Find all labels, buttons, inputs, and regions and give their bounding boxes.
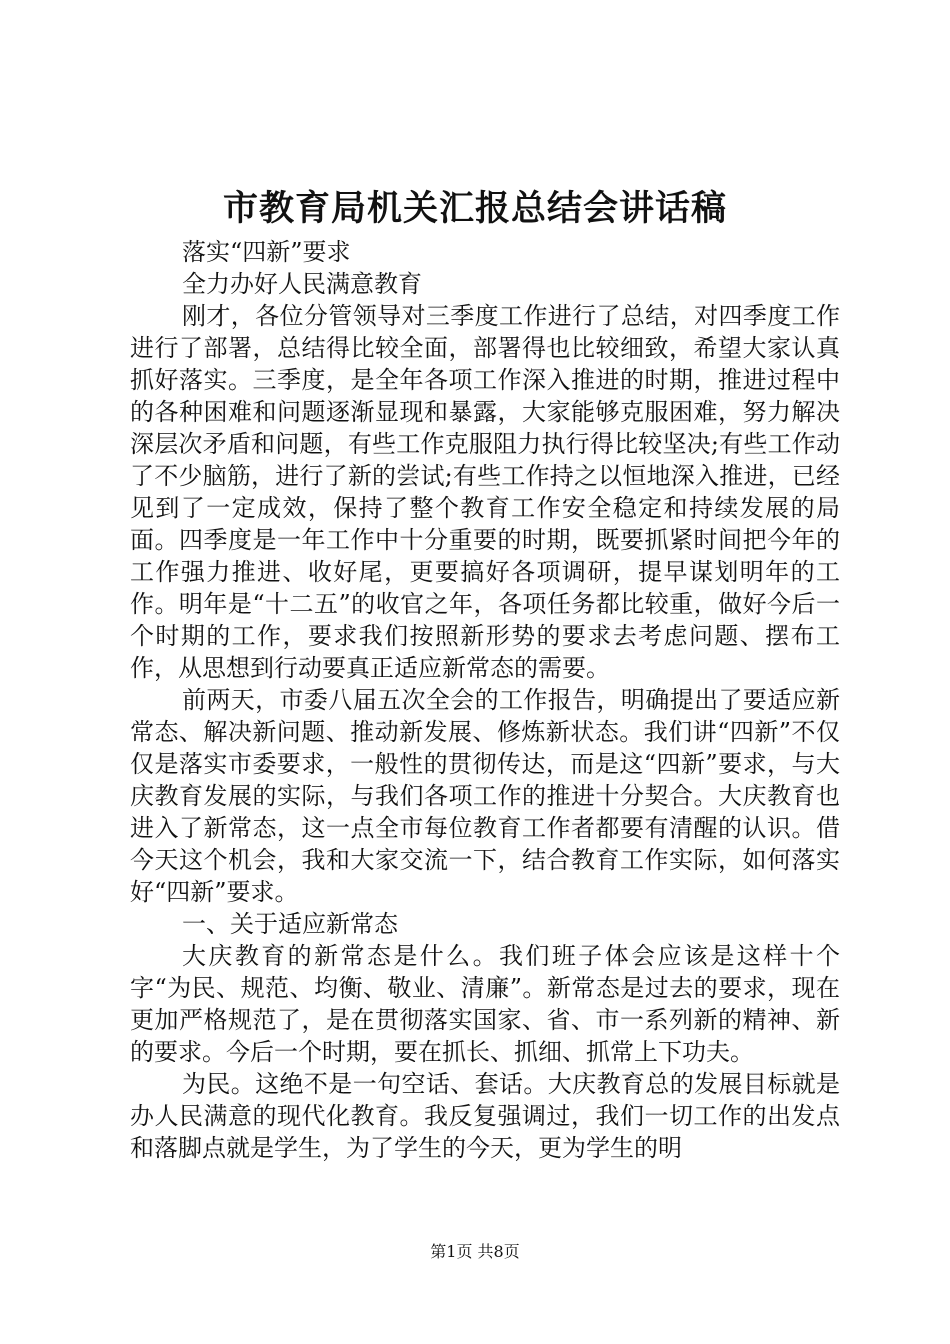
page-number: 第1页 共8页 [430, 1242, 520, 1261]
document-title: 市教育局机关汇报总结会讲话稿 [222, 188, 727, 229]
paragraph: 前两天，市委八届五次全会的工作报告，明确提出了要适应新常态、解决新问题、推动新发展、修炼新状态。我们讲“四新”不仅仅是落实市委要求，一般性的贯彻传达，而是这“四新”要求，与大庆教育发展的实际，与我们各项工作的推进十分契合。大庆教育也进入了新常态，这一点全市每位教育工作者都要有清醒的认识。借今天这个机会，我和大家交流一下，结合教育工作实际，如何落实好“四新”要求。 [130, 686, 840, 906]
paragraph: 为民。这绝不是一句空话、套话。大庆教育总的发展目标就是办人民满意的现代化教育。我反复强调过，我们一切工作的出发点和落脚点就是学生，为了学生的今天，更为学生的明 [130, 1070, 840, 1162]
paragraph-subtitle-1: 落实“四新”要求 [182, 238, 351, 266]
document-body [130, 236, 840, 1164]
paragraph: 大庆教育的新常态是什么。我们班子体会应该是这样十个字“为民、规范、均衡、敬业、清廉”。新常态是过去的要求，现在更加严格规范了，是在贯彻落实国家、省、市一系列新的精神、新的要求。今后一个时期，要在抓长、抓细、抓常上下功夫。 [130, 942, 840, 1066]
section-heading: 一、关于适应新常态 [182, 910, 398, 938]
paragraph: 刚才，各位分管领导对三季度工作进行了总结，对四季度工作进行了部署，总结得比较全面，部署得也比较细致，希望大家认真抓好落实。三季度，是全年各项工作深入推进的时期，推进过程中的各种困难和问题逐渐显现和暴露，大家能够克服困难，努力解决深层次矛盾和问题，有些工作克服阻力执行得比较坚决;有些工作动了不少脑筋，进行了新的尝试;有些工作持之以恒地深入推进，已经见到了一定成效，保持了整个教育工作安全稳定和持续发展的局面。四季度是一年工作中十分重要的时期，既要抓紧时间把今年的工作强力推进、收好尾，更要搞好各项调研，提早谋划明年的工作。明年是“十二五”的收官之年，各项任务都比较重，做好今后一个时期的工作，要求我们按照新形势的要求去考虑问题、摆布工作，从思想到行动要真正适应新常态的需要。 [130, 302, 840, 682]
paragraph-subtitle-2: 全力办好人民满意教育 [182, 270, 422, 298]
